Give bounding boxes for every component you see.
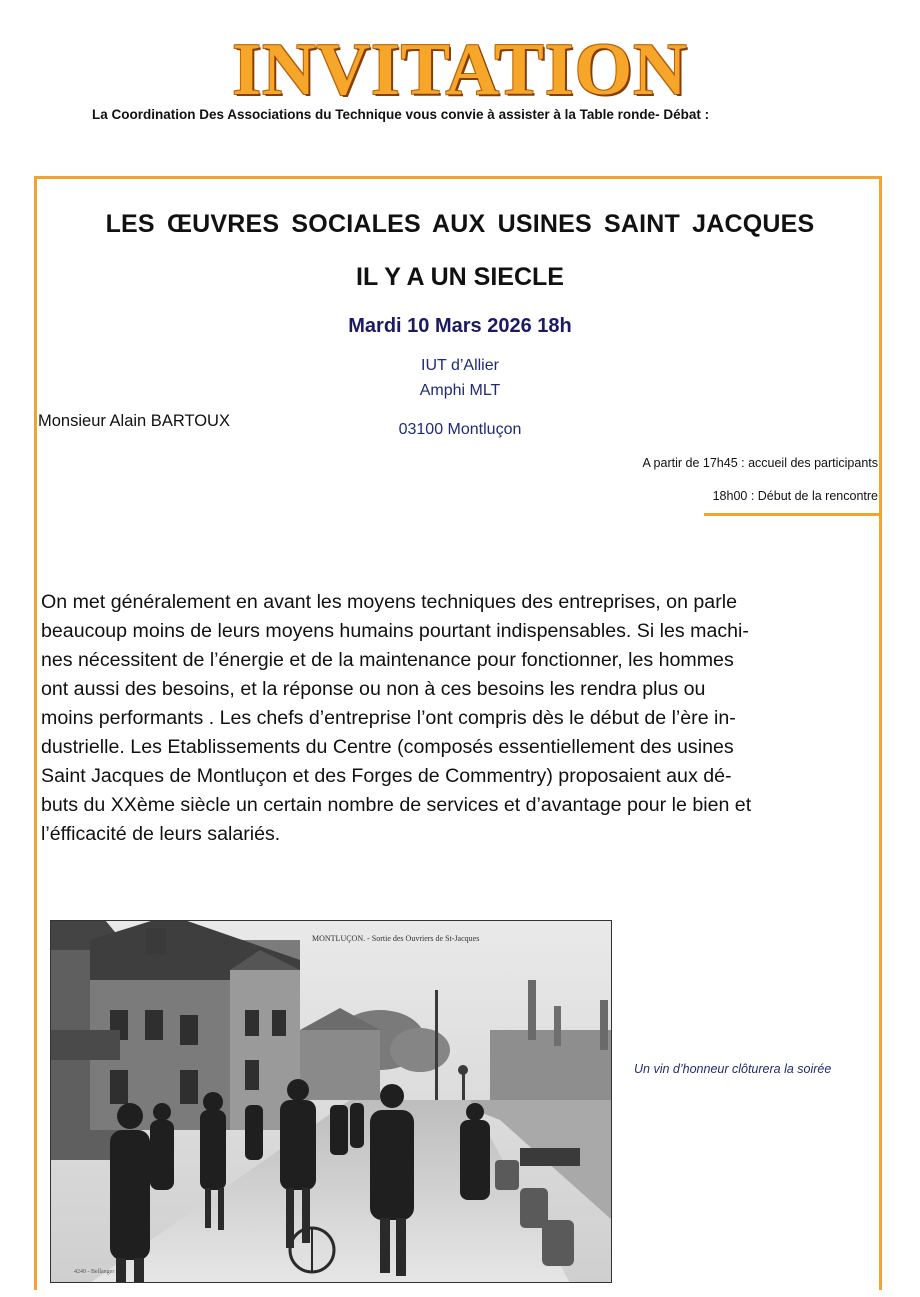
invitation-subtitle: La Coordination Des Associations du Technique vous convie à assister à la Table ronde- Débat :	[92, 107, 710, 122]
paragraph-line: On met généralement en avant les moyens techniques des entreprises, on parle	[41, 591, 737, 613]
venue-room: Amphi MLT	[419, 382, 501, 399]
event-date: Mardi 10 Mars 2026 18h	[348, 315, 572, 337]
description-paragraph	[41, 588, 871, 849]
invitation-title: INVITATION	[232, 29, 688, 111]
postcard-credit: 4240 - Bellanger	[74, 1269, 115, 1275]
paragraph-line: nes nécessitent de l’énergie et de la maintenance pour fonctionner, les hommes	[41, 649, 734, 671]
venue-city: 03100 Montluçon	[398, 421, 522, 438]
historic-postcard-photo	[50, 920, 612, 1283]
event-title: LES ŒUVRES SOCIALES AUX USINES SAINT JACQUES	[105, 210, 815, 238]
frame-left-border	[34, 176, 37, 1290]
frame-right-border	[879, 176, 882, 1290]
schedule-underline	[704, 513, 880, 516]
frame-top-border	[34, 176, 882, 179]
paragraph-line: buts du XXème siècle un certain nombre de services et d’avantage pour le bien et	[41, 794, 752, 816]
schedule-start: 18h00 : Début de la rencontre	[712, 489, 878, 503]
paragraph-line: l’éfficacité de leurs salariés.	[41, 823, 281, 845]
venue-name: IUT d’Allier	[421, 357, 499, 374]
paragraph-line: ont aussi des besoins, et la réponse ou non à ces besoins les rendra plus ou	[41, 678, 706, 700]
postcard-illustration	[50, 920, 612, 1283]
postcard-caption: MONTLUÇON. - Sortie des Ouvriers de St-Jacques	[312, 934, 480, 943]
event-subtitle: IL Y A UN SIECLE	[356, 263, 564, 291]
wine-reception-note: Un vin d’honneur clôturera la soirée	[634, 1062, 832, 1076]
paragraph-line: dustrielle. Les Etablissements du Centre (composés essentiellement des usines	[41, 736, 734, 758]
speaker-name: Monsieur Alain BARTOUX	[38, 412, 230, 430]
schedule-welcome: A partir de 17h45 : accueil des participants	[642, 456, 878, 470]
paragraph-line: Saint Jacques de Montluçon et des Forges de Commentry) proposaient aux dé-	[41, 765, 732, 787]
paragraph-line: beaucoup moins de leurs moyens humains pourtant indispensables. Si les machi-	[41, 620, 749, 642]
paragraph-line: moins performants . Les chefs d’entreprise l’ont compris dès le début de l’ère in-	[41, 707, 736, 729]
